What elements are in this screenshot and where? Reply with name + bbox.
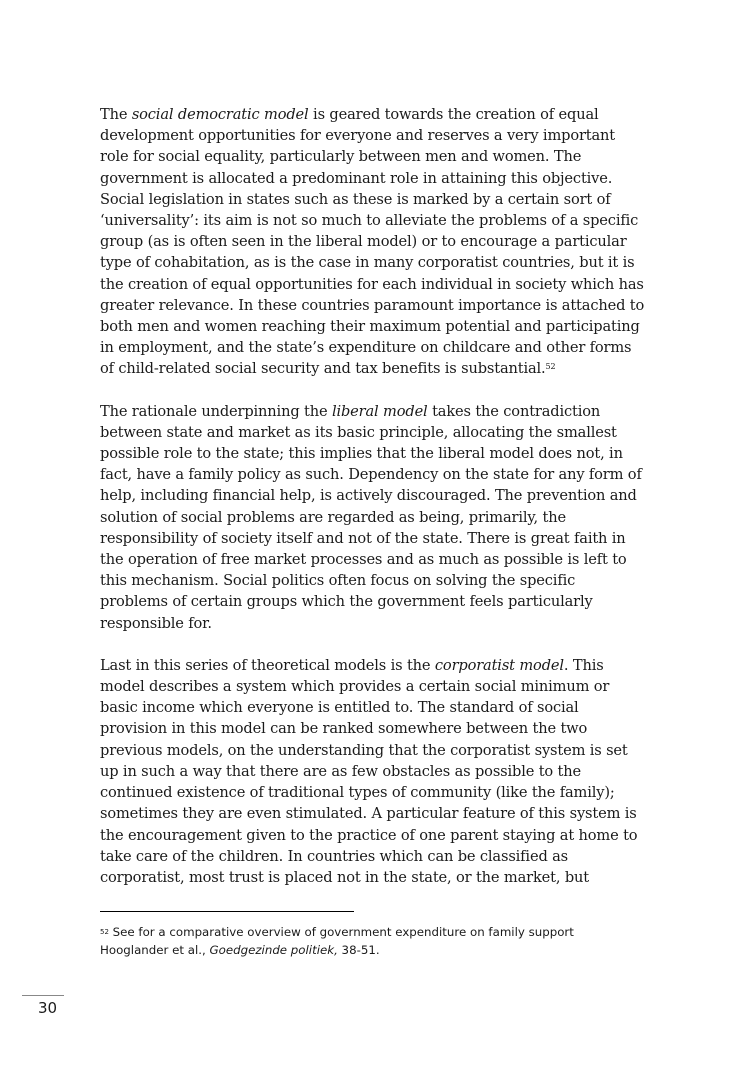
paragraph-social-democratic-model <box>100 104 645 380</box>
body-text <box>100 104 645 909</box>
footnote-divider <box>100 911 354 912</box>
emphasized-term: corporatist model <box>434 656 564 674</box>
paragraph-corporatist-model <box>100 655 645 888</box>
paragraph-text: . This model describes a system which provides a certain social minimum or basic income which everyone is entitled to. The standard of social provision in this model can be ranked somewhere between the two previous models, on the understanding that the corporatist system is set up in such a way that there are as few obstacles as possible to the continued existence of traditional types of community (like the family); sometimes they are even stimulated. A particular feature of this system is the encouragement given to the practice of one parent staying at home to take care of the children. In countries which can be classified as corporatist, most trust is placed not in the state, or the market, but <box>100 656 638 886</box>
paragraph-text: Last in this series of theoretical models is the <box>100 656 435 674</box>
footnote-reference[interactable]: 52 <box>545 362 556 372</box>
paragraph-text: takes the contradiction between state and market as its basic principle, allocating the smallest possible role to the state; this implies that the liberal model does not, in fact, have a family policy as such. Dependency on the state for any form of help, including financial help, is actively discouraged. The prevention and solution of social problems are regarded as being, primarily, the responsibility of society itself and not of the state. There is great faith in the operation of free market processes and as much as possible is left to this mechanism. Social politics often focus on solving the specific problems of certain groups which the government feels particularly responsible for. <box>100 402 642 632</box>
footnote-pages: 38-51. <box>337 943 380 957</box>
footnote <box>100 923 645 959</box>
paragraph-text: The <box>100 106 132 123</box>
emphasized-term: liberal model <box>331 402 428 420</box>
paragraph-text: is geared towards the creation of equal development opportunities for everyone and reserves a very important role for social equality, particularly between men and women. The government is allocated a predominant role in attaining this objective. Social legislation in states such as these is marked by a certain sort of ‘universality’: its aim is not so much to alleviate the problems of a specific group (as is often seen in the liberal model) or to encourage a particular type of cohabitation, as is the case in many corporatist countries, but it is the creation of equal opportunities for each individual in society which has greater relevance. In these countries paramount importance is attached to both men and women reaching their maximum potential and participating in employment, and the state’s expenditure on childcare and other forms of child-related social security and tax benefits is substantial. <box>100 106 645 378</box>
page-number: 30 <box>38 999 58 1017</box>
emphasized-term: social democratic model <box>131 106 309 123</box>
paragraph-text: The rationale underpinning the <box>100 402 332 420</box>
footnote-text: See for a comparative overview of government expenditure on family support Hooglander et al., <box>100 925 574 957</box>
page-number-divider <box>22 995 64 996</box>
paragraph-liberal-model <box>100 401 645 634</box>
footnote-number: 52 <box>100 928 109 936</box>
footnote-title: Goedgezinde politiek, <box>209 943 338 957</box>
